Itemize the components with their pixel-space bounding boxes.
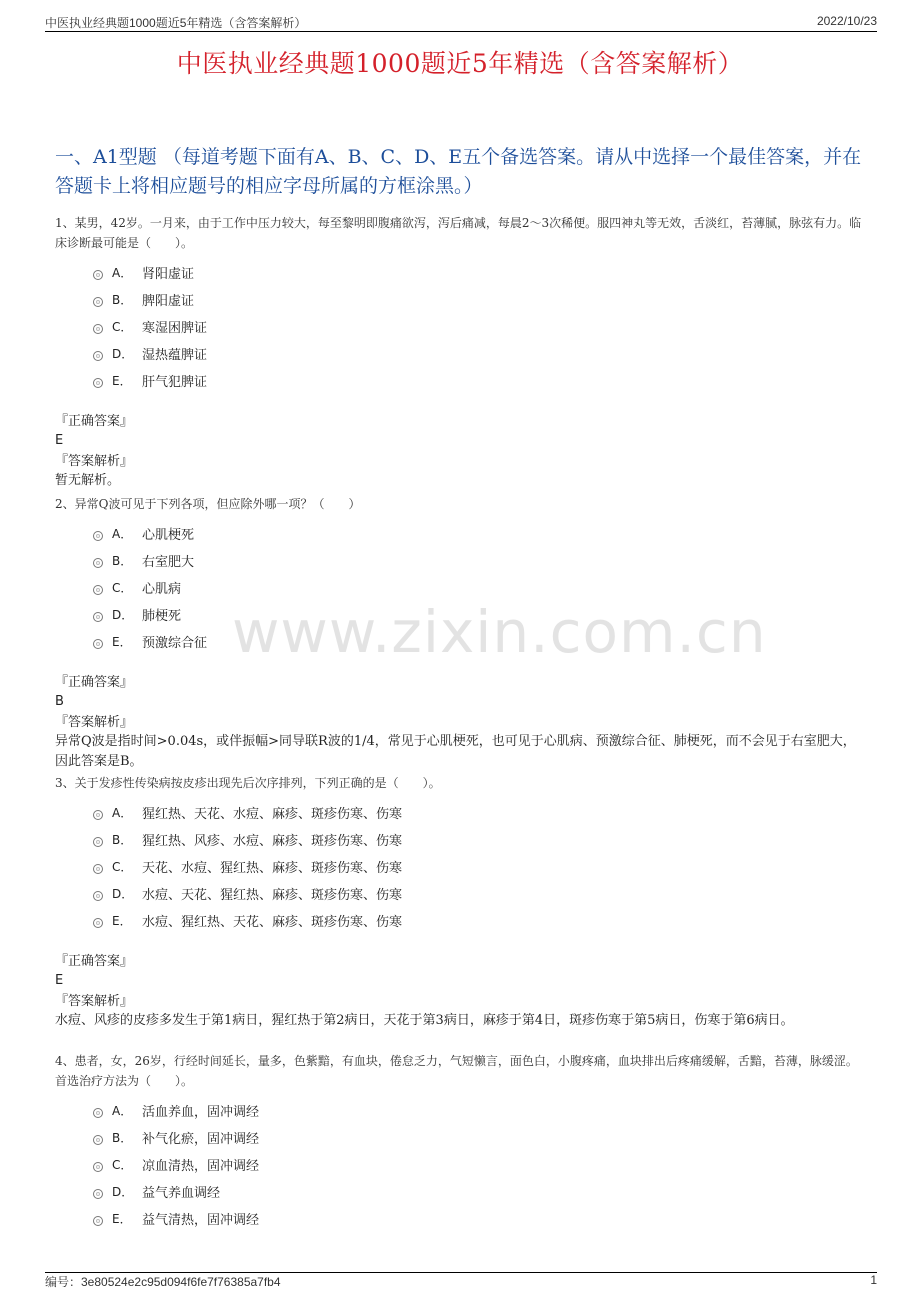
page-footer [45,1272,877,1293]
radio-icon[interactable] [93,270,103,280]
option-text: 右室肥大 [142,555,195,570]
option-text: 活血养血，固冲调经 [142,1105,260,1120]
radio-icon[interactable] [93,891,103,901]
radio-icon[interactable] [93,1189,103,1199]
option-letter: C． [112,320,133,334]
radio-icon[interactable] [93,585,103,595]
option-d[interactable] [93,1178,865,1205]
radio-icon[interactable] [93,1216,103,1226]
option-list [93,1097,865,1232]
answer-block [55,952,865,1031]
option-d[interactable] [93,601,865,628]
option-text: 心肌病 [142,582,182,597]
page-number: 1 [870,1273,877,1287]
option-b[interactable] [93,286,865,313]
analysis-label: 『答案解析』 [55,715,134,730]
radio-icon[interactable] [93,810,103,820]
option-b[interactable] [93,826,865,853]
option-text: 湿热蕴脾证 [142,348,208,363]
option-text: 肝气犯脾证 [142,375,208,390]
option-text: 寒湿困脾证 [142,321,208,336]
radio-icon[interactable] [93,351,103,361]
option-letter: A． [112,806,133,820]
option-letter: E． [112,635,132,649]
option-list [93,799,865,934]
option-a[interactable] [93,520,865,547]
option-text: 水痘、天花、猩红热、麻疹、斑疹伤寒、伤寒 [142,888,403,903]
radio-icon[interactable] [93,1162,103,1172]
option-letter: E． [112,374,132,388]
option-d[interactable] [93,880,865,907]
radio-icon[interactable] [93,837,103,847]
analysis-label: 『答案解析』 [55,454,134,469]
option-letter: A． [112,1104,133,1118]
option-text: 预激综合征 [142,636,208,651]
answer-label: 『正确答案』 [55,954,134,969]
answer-value: B [55,694,64,709]
analysis-label: 『答案解析』 [55,994,134,1009]
option-text: 肾阳虚证 [142,267,195,282]
option-a[interactable] [93,799,865,826]
option-e[interactable] [93,628,865,655]
option-list [93,520,865,655]
option-text: 心肌梗死 [142,528,195,543]
radio-icon[interactable] [93,297,103,307]
option-letter: A． [112,527,133,541]
option-text: 水痘、猩红热、天花、麻疹、斑疹伤寒、伤寒 [142,915,403,930]
answer-label: 『正确答案』 [55,675,134,690]
option-letter: E． [112,1212,132,1226]
option-text: 猩红热、天花、水痘、麻疹、斑疹伤寒、伤寒 [142,807,403,822]
option-letter: C． [112,581,133,595]
option-letter: E． [112,914,132,928]
option-e[interactable] [93,1205,865,1232]
option-letter: D． [112,347,134,361]
question-1 [55,213,865,491]
option-letter: D． [112,887,134,901]
question-stem: 4、患者，女，26岁，行经时间延长，量多，色紫黯，有血块，倦怠乏力，气短懒言，面色白，小腹疼痛，血块排出后疼痛缓解，舌黯，苔薄，脉缓涩。首选治疗方法为（ ）。 [55,1054,858,1088]
option-b[interactable] [93,547,865,574]
answer-block [55,412,865,491]
radio-icon[interactable] [93,1135,103,1145]
radio-icon[interactable] [93,864,103,874]
option-a[interactable] [93,1097,865,1124]
option-letter: B． [112,1131,133,1145]
question-stem: 2、异常Q波可见于下列各项，但应除外哪一项？（ ） [55,497,361,511]
option-text: 肺梗死 [142,609,182,624]
answer-label: 『正确答案』 [55,414,134,429]
option-text: 脾阳虚证 [142,294,195,309]
answer-value: E [55,973,64,988]
answer-value: E [55,433,64,448]
option-text: 天花、水痘、猩红热、麻疹、斑疹伤寒、伤寒 [142,861,403,876]
question-3 [55,773,865,1031]
option-c[interactable] [93,853,865,880]
analysis-text: 暂无解析。 [55,473,121,488]
radio-icon[interactable] [93,1108,103,1118]
question-stem: 3、关于发疹性传染病按皮疹出现先后次序排列，下列正确的是（ ）。 [55,776,441,790]
page-header [45,12,877,32]
option-letter: B． [112,833,133,847]
analysis-text: 异常Q波是指时间>0.04s，或伴振幅>同导联R波的1/4，常见于心肌梗死，也可见于心肌病、预激综合征、肺梗死，而不会见于右室肥大，因此答案是B。 [55,734,856,769]
radio-icon[interactable] [93,531,103,541]
option-d[interactable] [93,340,865,367]
header-doc-title: 中医执业经典题1000题近5年精选（含答案解析） [45,16,307,30]
option-text: 补气化瘀，固冲调经 [142,1132,260,1147]
option-text: 益气清热，固冲调经 [142,1213,260,1228]
question-4 [55,1051,865,1232]
option-text: 益气养血调经 [142,1186,221,1201]
option-list [93,259,865,394]
header-date: 2022/10/23 [816,14,877,28]
option-c[interactable] [93,1151,865,1178]
analysis-text: 水痘、风疹的皮疹多发生于第1病日，猩红热于第2病日，天花于第3病日，麻疹于第4日，斑疹伤寒于第5病日，伤寒于第6病日。 [55,1013,794,1028]
option-e[interactable] [93,907,865,934]
answer-block [55,673,865,772]
option-e[interactable] [93,367,865,394]
option-letter: A． [112,266,133,280]
radio-icon[interactable] [93,558,103,568]
section-heading: 一、A1型题 （每道考题下面有A、B、C、D、E五个备选答案。请从中选择一个最佳答案，并在答题卡上将相应题号的相应字母所属的方框涂黑。） [55,146,862,197]
option-b[interactable] [93,1124,865,1151]
radio-icon[interactable] [93,612,103,622]
option-a[interactable] [93,259,865,286]
question-stem: 1、某男，42岁。一月来，由于工作中压力较大，每至黎明即腹痛欲泻，泻后痛减，每晨2～3次稀便。服四神丸等无效，舌淡红，苔薄腻，脉弦有力。临床诊断最可能是（ ）。 [55,216,862,250]
watermark: www.zixin.com.cn [232,598,767,666]
option-text: 凉血清热，固冲调经 [142,1159,260,1174]
radio-icon[interactable] [93,378,103,388]
option-letter: D． [112,1185,134,1199]
radio-icon[interactable] [93,324,103,334]
page-title: 中医执业经典题1000题近5年精选（含答案解析） [176,49,744,78]
radio-icon[interactable] [93,639,103,649]
option-letter: D． [112,608,134,622]
option-letter: B． [112,554,133,568]
option-text: 猩红热、风疹、水痘、麻疹、斑疹伤寒、伤寒 [142,834,403,849]
option-letter: C． [112,860,133,874]
document-id: 编号：3e80524e2c95d094f6fe7f76385a7fb4 [45,1275,281,1289]
option-letter: C． [112,1158,133,1172]
option-letter: B． [112,293,133,307]
radio-icon[interactable] [93,918,103,928]
option-c[interactable] [93,574,865,601]
question-2 [55,494,865,772]
option-c[interactable] [93,313,865,340]
